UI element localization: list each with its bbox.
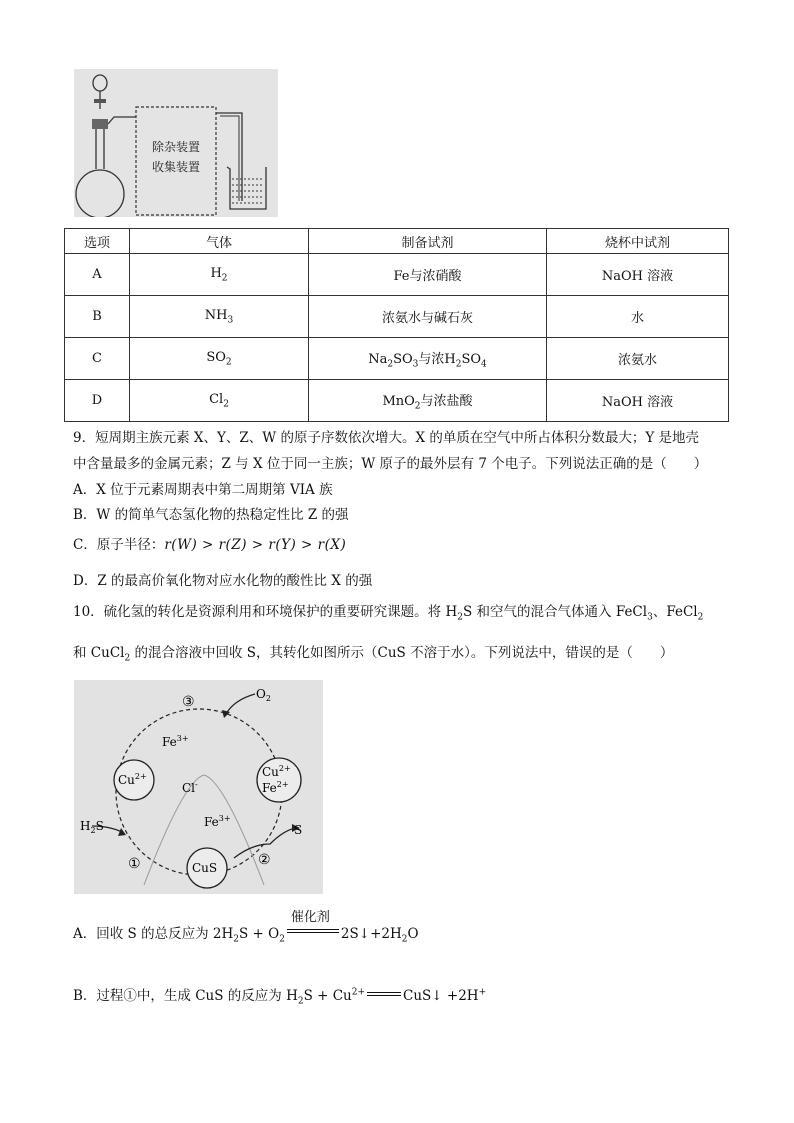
q9-option-d: D．Z 的最高价氧化物对应水化物的酸性比 X 的强 — [73, 573, 373, 589]
apparatus-drawing — [74, 69, 278, 217]
cell-beaker: NaOH 溶液 — [547, 254, 729, 296]
step-1-label: ① — [128, 856, 141, 872]
cell-option: C — [65, 338, 130, 380]
conversion-diagram — [74, 680, 323, 894]
cell-reagent: $Na_2SO_3$与浓$H_2SO_4$ — [309, 338, 547, 380]
q9-stem-line1: 9．短周期主族元素 X、Y、Z、W 的原子序数依次增大。X 的单质在空气中所占体积分数最大；Y 是地壳 — [73, 430, 700, 446]
right-node-fe-label: $Fe^{2+}$ — [262, 780, 289, 795]
fe3-mid-label: $Fe^{3+}$ — [204, 814, 231, 829]
table-row — [65, 380, 729, 422]
cell-reagent: Fe与浓硝酸 — [309, 254, 547, 296]
header-option: 选项 — [65, 229, 130, 254]
header-beaker: 烧杯中试剂 — [547, 229, 729, 254]
radius-formula: r(W) > r(Z) > r(Y) > r(X) — [164, 537, 347, 553]
box-label-1: 除杂装置 — [151, 140, 201, 154]
cell-option: D — [65, 380, 130, 422]
cu2-node-label: $Cu^{2+}$ — [118, 772, 147, 787]
q9-option-b: B．W 的简单气态氢化物的热稳定性比 Z 的强 — [73, 507, 349, 523]
q10-option-b: B．过程①中，生成 CuS 的反应为 $H_2S + Cu^{2+}$ CuS↓ +2H+ — [73, 987, 487, 1007]
cell-reagent: 浓氨水与碱石灰 — [309, 296, 547, 338]
table-row — [65, 338, 729, 380]
q10-stem-line2: 和 CuCl$_2$ 的混合溶液中回收 S，其转化如图所示（CuS 不溶于水）。下列说法中，错误的是（ ） — [73, 645, 674, 664]
cycle-drawing — [74, 680, 323, 894]
right-node-cu-label: $Cu^{2+}$ — [262, 764, 291, 779]
chloride-label: Cl- — [182, 780, 198, 795]
fe3-top-label: $Fe^{3+}$ — [162, 734, 189, 749]
q9-option-c: C．原子半径：r(W) > r(Z) > r(Y) > r(X) — [73, 537, 347, 553]
cell-beaker: 浓氨水 — [547, 338, 729, 380]
cell-gas: $H_2$ — [130, 254, 309, 296]
cell-reagent: MnO$_2$与浓盐酸 — [309, 380, 547, 422]
o2-label: $O_2$ — [256, 687, 271, 703]
sulfur-label: S — [294, 823, 303, 837]
q9-stem-line2: 中含量最多的金属元素；Z 与 X 位于同一主族；W 原子的最外层有 7 个电子。下列说法正确的是（ ） — [73, 456, 708, 472]
cell-option: A — [65, 254, 130, 296]
q10-stem-line1: 10．硫化氢的转化是资源利用和环境保护的重要研究课题。将 $H_2S$ 和空气的混合气体通入 FeCl$_3$、FeCl$_2$ — [73, 604, 704, 623]
reaction-equals — [367, 990, 401, 1000]
table-row — [65, 254, 729, 296]
apparatus-figure — [74, 69, 278, 217]
step-2-label: ② — [258, 852, 271, 868]
step-3-label: ③ — [182, 694, 195, 710]
table-row — [65, 296, 729, 338]
options-table — [64, 228, 729, 422]
h2s-label: $H_2S$ — [80, 819, 104, 835]
q10-option-a: A．回收 S 的总反应为 $2H_2S + O_2$ 催化剂 $2S↓+2H_2O$ — [73, 910, 419, 945]
cell-gas: $Cl_2$ — [130, 380, 309, 422]
q9-option-a: A．X 位于元素周期表中第二周期第 VIA 族 — [73, 482, 333, 498]
header-reagent: 制备试剂 — [309, 229, 547, 254]
catalyst-arrow: 催化剂 — [287, 922, 339, 938]
table-header-row — [65, 229, 729, 254]
cell-beaker: NaOH 溶液 — [547, 380, 729, 422]
cell-gas: $SO_2$ — [130, 338, 309, 380]
cell-option: B — [65, 296, 130, 338]
cell-gas: $NH_3$ — [130, 296, 309, 338]
cell-beaker: 水 — [547, 296, 729, 338]
box-label-2: 收集装置 — [151, 160, 201, 174]
cus-node-label: CuS — [192, 861, 218, 875]
header-gas: 气体 — [130, 229, 309, 254]
